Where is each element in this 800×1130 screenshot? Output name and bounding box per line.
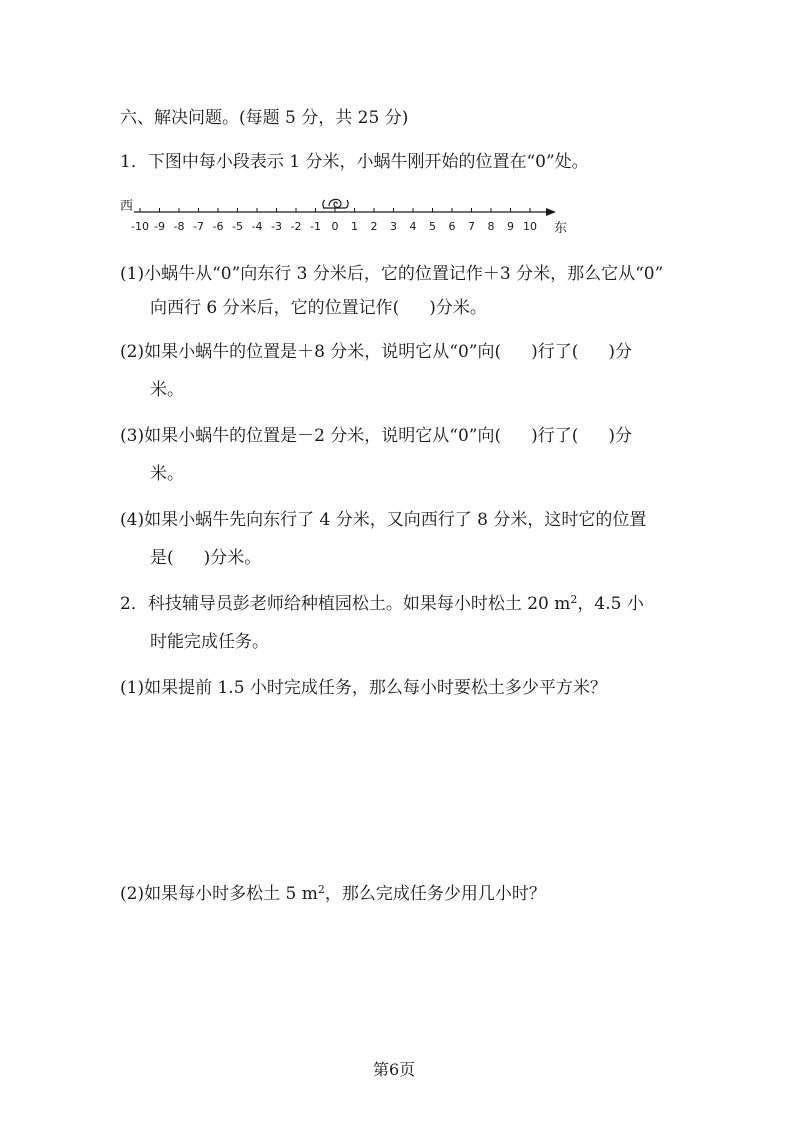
q1-part2-text-a: (2)如果小蜗牛的位置是＋8 分米，说明它从“0”向( xyxy=(120,342,502,362)
tick-label: -9 xyxy=(154,220,165,233)
question-1-stem: 1．下图中每小段表示 1 分米，小蜗牛刚开始的位置在“0”处。 xyxy=(120,152,589,172)
q2-sub2-text-b: ，那么完成任务少用几小时？ xyxy=(324,884,546,904)
q1-part1-line2 xyxy=(150,296,487,320)
q1-part4-line2 xyxy=(150,546,261,570)
arrow-head-icon xyxy=(546,208,556,216)
q1-part1-text-a: 向西行 6 分米后，它的位置记作( xyxy=(150,298,400,318)
q2-sub2 xyxy=(120,882,546,906)
tick-label: -6 xyxy=(212,220,224,233)
q2-sub1: (1)如果提前 1.5 小时完成任务，那么每小时要松土多少平方米？ xyxy=(120,678,607,698)
tick-label: 10 xyxy=(523,220,537,233)
q1-part2-line2: 米。 xyxy=(150,380,184,400)
q1-part4-line1: (4)如果小蜗牛先向东行了 4 分米，又向西行了 8 分米，这时它的位置 xyxy=(120,510,647,530)
q1-part1-text-b: )分米。 xyxy=(429,298,487,318)
east-label: 东 xyxy=(554,221,568,236)
tick-label: 5 xyxy=(429,220,436,233)
q1-part2-text-b: )行了( xyxy=(531,342,579,362)
q2-stem-text-b: ，4.5 小 xyxy=(577,594,644,614)
tick-label: -5 xyxy=(232,220,243,233)
page-number: 第6页 xyxy=(373,1060,416,1079)
tick-label: 4 xyxy=(409,220,417,233)
q1-part3-line1 xyxy=(120,424,632,448)
tick-label: 6 xyxy=(448,220,456,233)
tick-label: 9 xyxy=(507,220,514,233)
tick-label: 3 xyxy=(390,220,397,233)
tick-label: -3 xyxy=(271,220,282,233)
q2-stem-superscript: 2 xyxy=(570,593,578,606)
q2-sub2-text-a: (2)如果每小时多松土 5 m xyxy=(120,884,318,904)
tick-label: -8 xyxy=(173,220,185,233)
q1-part4-text-b: )分米。 xyxy=(203,548,262,568)
tick-label: -4 xyxy=(251,220,263,233)
tick-label: 1 xyxy=(351,220,358,233)
question-2-stem-line2: 时能完成任务。 xyxy=(150,632,269,652)
tick-label: -2 xyxy=(290,220,302,233)
q1-part2-text-c: )分 xyxy=(608,342,633,362)
tick-label: 2 xyxy=(370,220,378,233)
section-heading: 六、解决问题。(每题 5 分，共 25 分) xyxy=(120,108,409,128)
west-label: 西 xyxy=(120,199,134,214)
q1-part3-text-b: )行了( xyxy=(531,426,579,446)
q2-sub2-superscript: 2 xyxy=(317,883,325,896)
q1-part3-text-c: )分 xyxy=(608,426,633,446)
number-line xyxy=(118,186,578,240)
q1-part2-line1 xyxy=(120,340,632,364)
tick-label: -1 xyxy=(310,220,321,233)
tick-label: 0 xyxy=(331,220,339,233)
q1-part4-text-a: 是( xyxy=(150,548,174,568)
tick-label: 7 xyxy=(468,220,475,233)
q1-part3-text-a: (3)如果小蜗牛的位置是－2 分米，说明它从“0”向( xyxy=(120,426,502,446)
snail-icon xyxy=(323,199,348,208)
tick-label: 8 xyxy=(487,220,495,233)
tick-label: -7 xyxy=(193,220,204,233)
q2-stem-text-a: 2．科技辅导员彭老师给种植园松土。如果每小时松土 20 m xyxy=(120,594,571,614)
q1-part1-line1: (1)小蜗牛从“0”向东行 3 分米后，它的位置记作＋3 分米，那么它从“0” xyxy=(120,264,664,284)
question-2-stem xyxy=(120,592,644,616)
tick-label: -10 xyxy=(131,220,149,233)
q1-part3-line2: 米。 xyxy=(150,464,184,484)
